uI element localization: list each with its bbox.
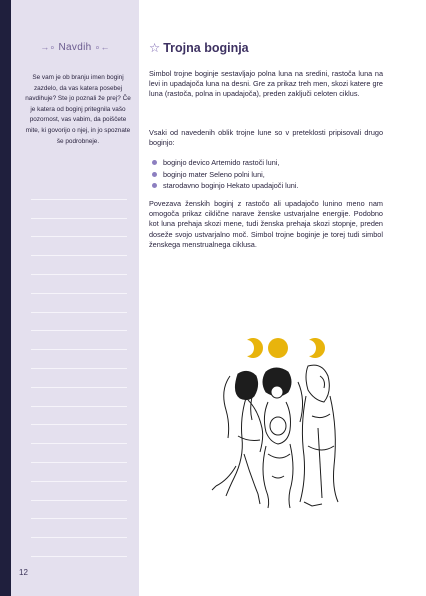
writing-line bbox=[31, 275, 127, 294]
writing-line bbox=[31, 538, 127, 557]
writing-line bbox=[31, 237, 127, 256]
list-item: starodavno boginjo Hekato upadajoči luni. bbox=[152, 180, 384, 192]
sidebar-prompt-text: Se vam je ob branju imen boginj zazdelo, da vas katera posebej navdihuje? Ste jo poznali že prej? Če je katera od boginj pritegnila vašo pozornost, vas vabim, da poiščete mite, ki govorijo o njej, in jo spoznate še podrobneje. bbox=[25, 74, 131, 145]
writing-line bbox=[31, 350, 127, 369]
writing-line bbox=[31, 200, 127, 219]
writing-line bbox=[31, 219, 127, 238]
triple-goddess-illustration bbox=[208, 336, 348, 514]
writing-lines[interactable] bbox=[31, 181, 127, 557]
paragraph-attribution: Vsaki od navedenih oblik trojne lune so v preteklosti pripisovali drugo boginjo: bbox=[149, 128, 383, 148]
list-item: boginjo devico Artemido rastoči luni, bbox=[152, 157, 384, 169]
writing-line bbox=[31, 369, 127, 388]
writing-line bbox=[31, 482, 127, 501]
writing-line bbox=[31, 501, 127, 520]
arrow-left-icon: ∘← bbox=[94, 42, 110, 52]
list-item: boginjo mater Seleno polni luni, bbox=[152, 169, 384, 181]
arrow-right-icon: →∘ bbox=[40, 42, 56, 52]
bullet-dot-icon bbox=[152, 183, 157, 188]
paragraph-cycle: Povezava ženskih boginj z rastočo ali upadajočo lunino meno nam omogoča prikaz ciklične narave ženske ustvarjalne energije. Podobno kot luna prehaja skozi mene, tudi ženska prehaja skozi stopnje, preden doseže svojo ustvarjalno moč. Simbol trojne boginje je torej tudi simbol ženskega menstrualnega ciklusa. bbox=[149, 199, 383, 249]
writing-line bbox=[31, 407, 127, 426]
writing-line bbox=[31, 294, 127, 313]
star-icon: ☆ bbox=[149, 41, 161, 55]
writing-line bbox=[31, 388, 127, 407]
writing-line bbox=[31, 331, 127, 350]
maiden-figure bbox=[212, 371, 263, 504]
writing-line bbox=[31, 313, 127, 332]
writing-line bbox=[31, 256, 127, 275]
bullet-dot-icon bbox=[152, 160, 157, 165]
sidebar-header bbox=[11, 42, 139, 53]
page-title-text: Trojna boginja bbox=[163, 41, 249, 55]
left-color-band bbox=[0, 0, 11, 596]
writing-line bbox=[31, 463, 127, 482]
inspiration-sidebar bbox=[11, 0, 139, 596]
writing-line bbox=[31, 519, 127, 538]
bullet-dot-icon bbox=[152, 172, 157, 177]
paragraph-symbol: Simbol trojne boginje sestavljajo polna luna na sredini, rastoča luna na levi in upadajoča luna na desni. Gre za prikaz treh men, skozi katere gre luna (rastoča, polna in upadajoča), preden zaključi celoten ciklus. bbox=[149, 69, 383, 99]
writing-line bbox=[31, 444, 127, 463]
mother-figure bbox=[251, 368, 303, 508]
writing-line bbox=[31, 181, 127, 200]
crone-figure bbox=[300, 365, 338, 506]
page-title bbox=[149, 40, 249, 55]
writing-line bbox=[31, 425, 127, 444]
triple-moon-icon bbox=[247, 338, 325, 358]
goddess-list bbox=[152, 157, 384, 192]
page-number: 12 bbox=[19, 568, 28, 577]
sidebar-title: Navdih bbox=[58, 42, 92, 53]
